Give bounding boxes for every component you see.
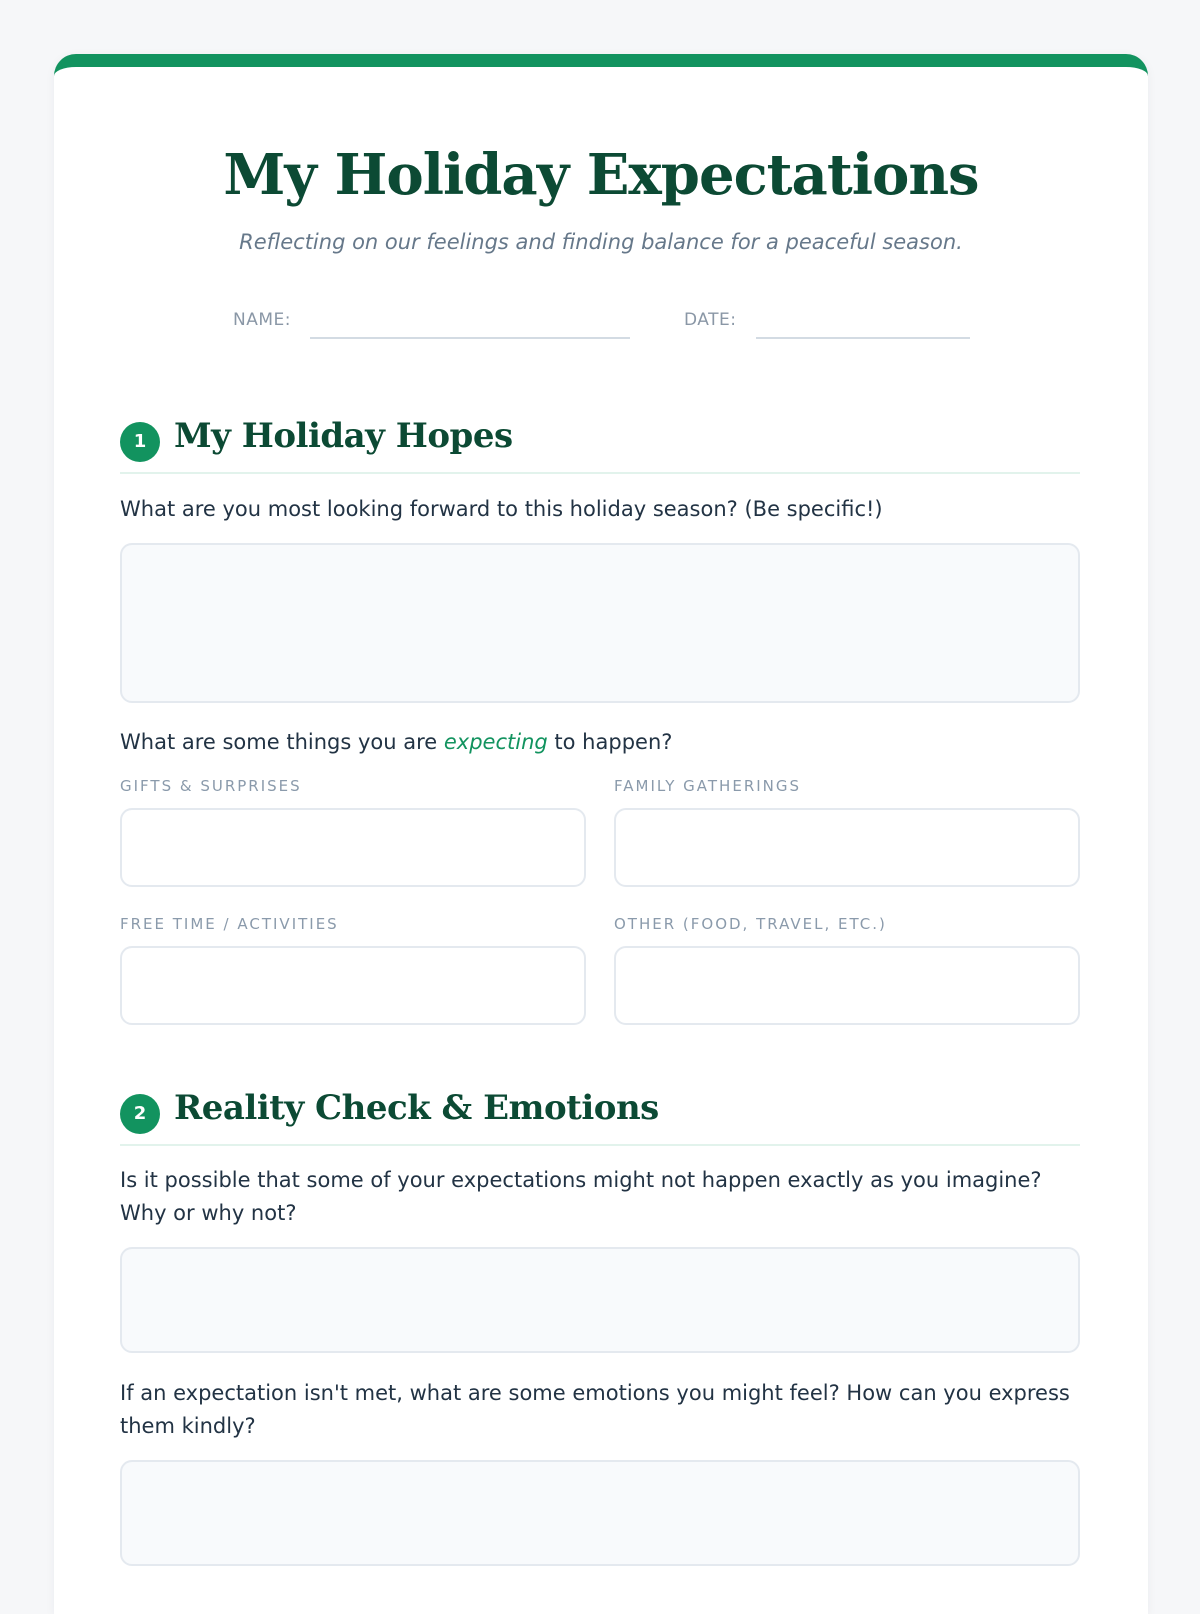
name-label: NAME: <box>233 310 291 330</box>
section-header-holiday-hopes <box>120 410 1080 474</box>
input-gifts-surprises[interactable] <box>120 808 586 887</box>
section-number-badge: 2 <box>120 1094 160 1134</box>
section-header-reality-check <box>120 1082 1080 1146</box>
input-other[interactable] <box>614 946 1080 1025</box>
question-reality-check: Is it possible that some of your expectations might not happen exactly as you imagine? Why or why not? <box>120 1168 1042 1225</box>
date-field[interactable] <box>756 337 970 339</box>
question-looking-forward: What are you most looking forward to this holiday season? (Be specific!) <box>120 497 883 521</box>
label-free-time: FREE TIME / ACTIVITIES <box>120 915 339 933</box>
question-emotions: If an expectation isn't met, what are some emotions you might feel? How can you express them kindly? <box>120 1381 1070 1438</box>
input-free-time[interactable] <box>120 946 586 1025</box>
label-family-gatherings: FAMILY GATHERINGS <box>614 777 802 795</box>
question-expectations-emphasis: expecting <box>443 730 548 754</box>
question-expectations <box>120 726 1080 759</box>
label-gifts-surprises: GIFTS & SURPRISES <box>120 777 302 795</box>
section-title: My Holiday Hopes <box>174 416 513 456</box>
page-title: My Holiday Expectations <box>223 142 979 208</box>
answer-reality-check[interactable] <box>120 1247 1080 1353</box>
question-expectations-start: What are some things you are <box>120 730 438 754</box>
date-label: DATE: <box>684 310 737 330</box>
page-subtitle: Reflecting on our feelings and finding balance for a peaceful season. <box>239 230 963 254</box>
worksheet-card <box>54 54 1148 1614</box>
section-number-badge: 1 <box>120 422 160 462</box>
answer-emotions[interactable] <box>120 1460 1080 1566</box>
question-expectations-end: to happen? <box>554 730 673 754</box>
label-other: OTHER (FOOD, TRAVEL, ETC.) <box>614 915 887 933</box>
section-title: Reality Check & Emotions <box>174 1088 659 1128</box>
name-field[interactable] <box>310 337 630 339</box>
answer-looking-forward[interactable] <box>120 543 1080 703</box>
input-family-gatherings[interactable] <box>614 808 1080 887</box>
